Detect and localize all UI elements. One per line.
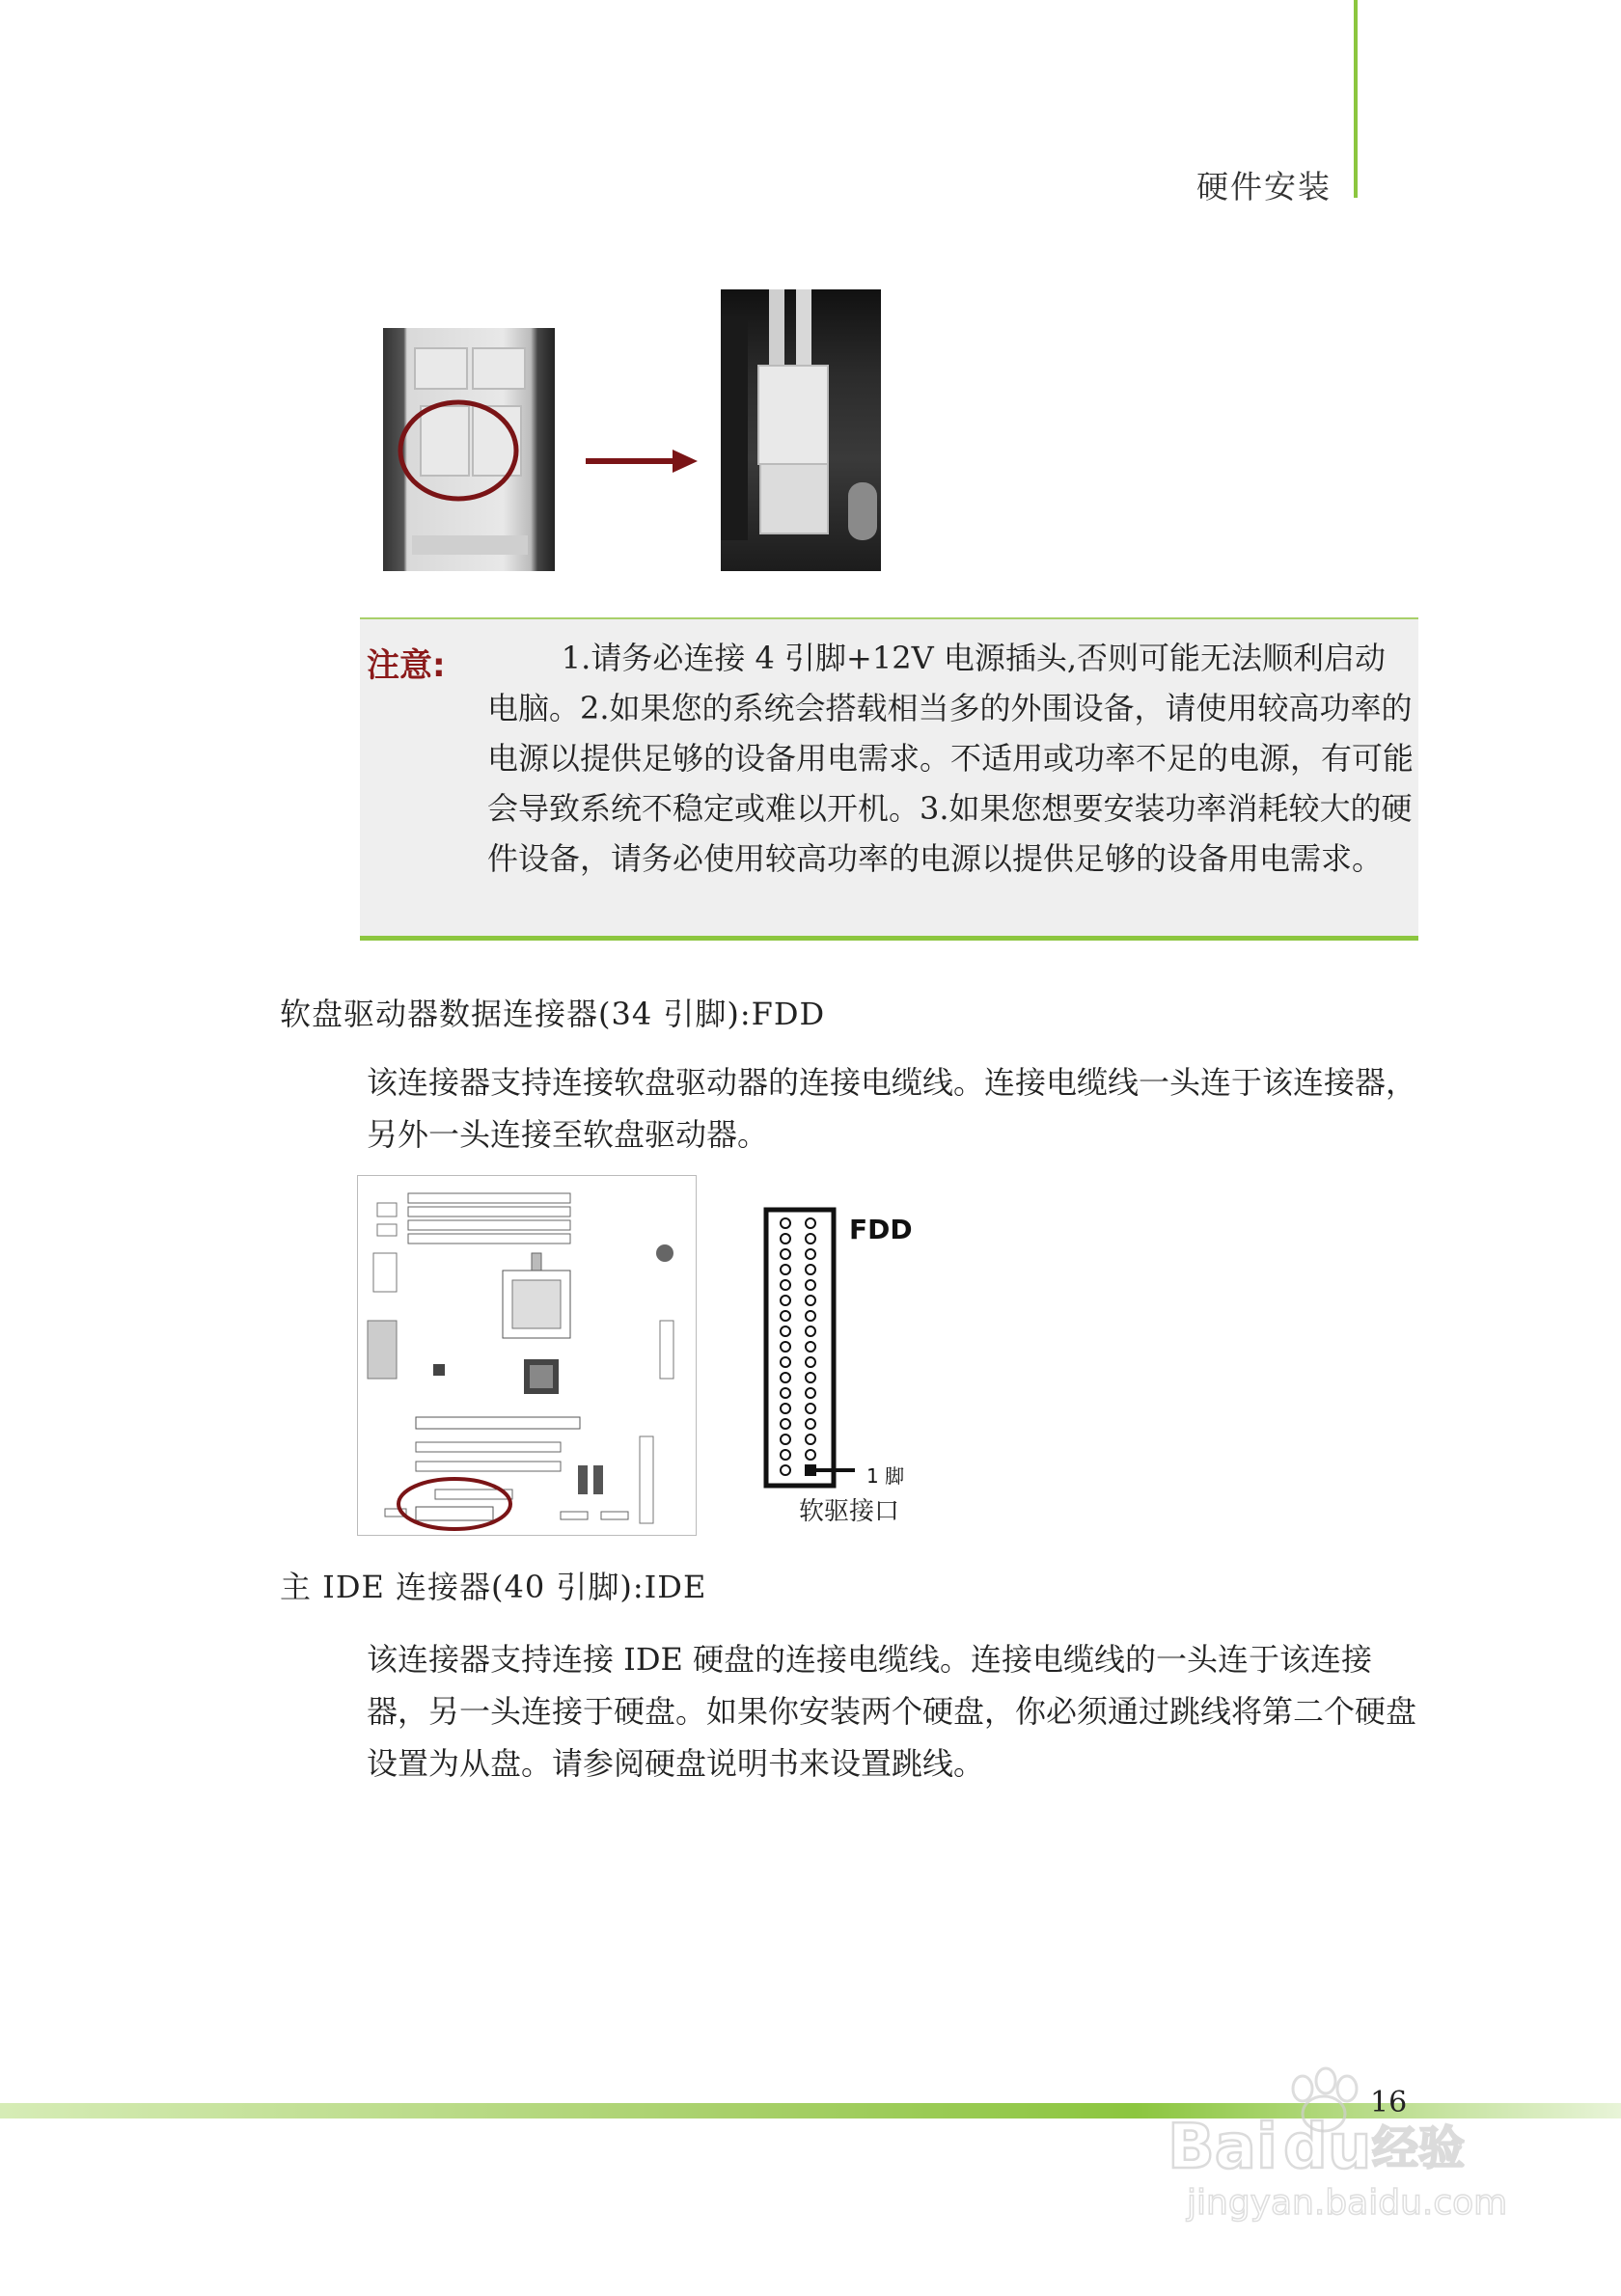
note-label: 注意:: [367, 646, 446, 685]
pin1-label: 1 脚: [866, 1464, 905, 1488]
svg-text:du: du: [1283, 2112, 1372, 2183]
page-header-title: 硬件安装: [1196, 168, 1332, 205]
fdd-section-body: 该连接器支持连接软盘驱动器的连接电缆线。连接电缆线一头连于该连接器，另外一头连接至软盘驱动器。: [367, 1064, 1417, 1153]
svg-text:Bai: Bai: [1168, 2112, 1278, 2183]
fdd-pin: [781, 1218, 790, 1228]
fdd-pin: [781, 1342, 790, 1352]
fdd-pin: [781, 1465, 790, 1475]
fdd-diagram-title: FDD: [849, 1214, 913, 1245]
fdd-pin: [781, 1373, 790, 1382]
fdd-pin: [806, 1218, 815, 1228]
ide-section-body: 该连接器支持连接 IDE 硬盘的连接电缆线。连接电缆线的一头连于该连接器，另一头连接于硬盘。如果你安装两个硬盘，你必须通过跳线将第二个硬盘设置为从盘。请参阅硬盘说明书来设置跳线。: [367, 1641, 1417, 1782]
fdd-pin: [806, 1342, 815, 1352]
fdd-pin: [806, 1373, 815, 1382]
fdd-pin: [806, 1419, 815, 1429]
svg-text:jingyan.baidu.com: jingyan.baidu.com: [1187, 2183, 1508, 2223]
fdd-pin: [781, 1296, 790, 1305]
header-accent-line: [1354, 0, 1358, 198]
highlight-circle-photo: [383, 328, 555, 571]
fdd-pin: [781, 1419, 790, 1429]
installed-connector-photo: [721, 289, 881, 571]
fdd-pin: [806, 1311, 815, 1321]
fdd-pin: [806, 1234, 815, 1244]
fdd-pin: [781, 1311, 790, 1321]
fdd-pin: [806, 1249, 815, 1259]
fdd-pin: [781, 1280, 790, 1290]
fdd-pin: [806, 1357, 815, 1367]
baidu-watermark-logo: [1148, 2060, 1534, 2233]
fdd-pin: [781, 1450, 790, 1460]
fdd-pin: [806, 1326, 815, 1336]
motherboard-layout-diagram: [357, 1175, 697, 1536]
fdd-pin: [806, 1435, 815, 1444]
fdd-pin: [806, 1404, 815, 1413]
fdd-diagram-caption: 软驱接口: [799, 1497, 900, 1526]
fdd-pin: [806, 1388, 815, 1398]
fdd-pin: [781, 1357, 790, 1367]
fdd-pin: [781, 1326, 790, 1336]
fdd-pin: [781, 1265, 790, 1274]
fdd-pin: [781, 1435, 790, 1444]
fdd-pin-diagram: [758, 1202, 855, 1497]
fdd-pin: [806, 1265, 815, 1274]
note-text: 1.请务必连接 4 引脚+12V 电源插头,否则可能无法顺利启动电脑。2.如果您的系统会搭载相当多的外围设备，请使用较高功率的电源以提供足够的设备用电需求。不适用或功率不足的电源，有可能会导致系统不稳定或难以开机。3.如果您想要安装功率消耗较大的硬件设备，请务必使用较高功率的电源以提供足够的设备用电需求。: [487, 640, 1415, 877]
fdd-pin: [781, 1404, 790, 1413]
page-number: 16: [1370, 2086, 1408, 2119]
fdd-pin: [806, 1450, 815, 1460]
fdd-pin: [781, 1234, 790, 1244]
ide-section-heading: 主 IDE 连接器(40 引脚):IDE: [280, 1569, 707, 1605]
svg-text:经验: 经验: [1372, 2121, 1466, 2175]
arrow-right-icon: [584, 442, 700, 480]
fdd-pin: [806, 1280, 815, 1290]
fdd-section-heading: 软盘驱动器数据连接器(34 引脚):FDD: [280, 996, 826, 1032]
fdd-pin: [781, 1388, 790, 1398]
fdd-pin: [781, 1249, 790, 1259]
fdd-pin-1: [805, 1464, 816, 1476]
fdd-pin: [806, 1296, 815, 1305]
